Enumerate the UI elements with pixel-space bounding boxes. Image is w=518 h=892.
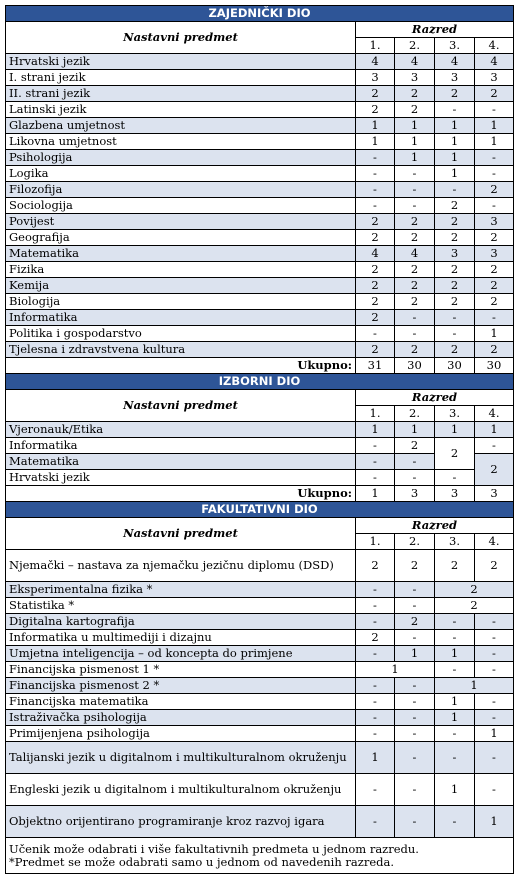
hours-grade-4: 2 [475, 86, 514, 102]
hours-grade-3: 1 [435, 422, 475, 438]
curriculum-table [5, 5, 514, 874]
totals-label: Ukupno: [6, 486, 356, 502]
grade-2-header: 2. [395, 534, 435, 550]
subject-name: Vjeronauk/Etika [6, 422, 356, 438]
hours-grade-3: - [435, 614, 475, 630]
grade-3-header: 3. [435, 406, 475, 422]
elective-header-top [6, 390, 514, 406]
hours-grade-3: 1 [435, 710, 475, 726]
hours-grade-1: 4 [356, 54, 395, 70]
hours-grade-2: - [395, 598, 435, 614]
hours-grade-4: - [475, 614, 514, 630]
hours-grade-1: 2 [356, 550, 395, 582]
table-row [6, 70, 514, 86]
grade-3-header: 3. [435, 38, 475, 54]
hours-grade-2: 3 [395, 70, 435, 86]
table-row [6, 86, 514, 102]
hours-grade-2: 2 [395, 438, 435, 454]
subject-name: Eksperimentalna fizika * [6, 582, 356, 598]
table-row [6, 614, 514, 630]
hours-grade-2: 1 [395, 422, 435, 438]
hours-grade-4: 1 [475, 726, 514, 742]
subject-name: Informatika [6, 310, 356, 326]
hours-grade-4: - [475, 438, 514, 454]
hours-grade-2: - [395, 310, 435, 326]
notes-cell [6, 838, 514, 874]
hours-grade-2: - [395, 694, 435, 710]
hours-grade-2: 2 [395, 294, 435, 310]
hours-grade-3: - [435, 470, 475, 486]
hours-grade-4: - [475, 630, 514, 646]
hours-grade-3: 2 [435, 550, 475, 582]
table-row [6, 342, 514, 358]
table-row [6, 678, 514, 694]
hours-grade-1: - [356, 166, 395, 182]
grade-4-header: 4. [475, 38, 514, 54]
footnote: Učenik može odabrati i više fakultativnih predmeta u jednom razredu. [9, 841, 419, 856]
hours-grade-4: 1 [475, 118, 514, 134]
hours-grade-1: 2 [356, 102, 395, 118]
subject-name: I. strani jezik [6, 70, 356, 86]
hours-grade-2: - [395, 710, 435, 726]
hours-grade-1-2-merged: 1 [356, 662, 435, 678]
hours-grade-4: - [475, 198, 514, 214]
totals-row [6, 358, 514, 374]
hours-grade-4: 3 [475, 214, 514, 230]
subject-name: Njemački – nastava za njemačku jezičnu diplomu (DSD) [6, 550, 356, 582]
total-grade-2: 30 [395, 358, 435, 374]
hours-grade-3: 2 [435, 294, 475, 310]
table-row [6, 630, 514, 646]
hours-grade-2: - [395, 726, 435, 742]
hours-grade-3: 1 [435, 166, 475, 182]
totals-row [6, 486, 514, 502]
hours-grade-1: - [356, 454, 395, 470]
subject-name: Hrvatski jezik [6, 470, 356, 486]
grade-4-header: 4. [475, 534, 514, 550]
total-grade-4: 3 [475, 486, 514, 502]
hours-grade-3: 1 [435, 646, 475, 662]
hours-grade-3: - [435, 662, 475, 678]
table-row [6, 710, 514, 726]
hours-grade-2: 2 [395, 550, 435, 582]
hours-grade-1: - [356, 694, 395, 710]
hours-grade-3: - [435, 310, 475, 326]
hours-grade-1: - [356, 678, 395, 694]
hours-grade-1: 3 [356, 70, 395, 86]
hours-grade-2: - [395, 806, 435, 838]
table-row [6, 198, 514, 214]
hours-grade-2: 2 [395, 278, 435, 294]
hours-grade-3: 2 [435, 214, 475, 230]
table-row [6, 166, 514, 182]
hours-grade-1: 1 [356, 134, 395, 150]
grade-2-header: 2. [395, 406, 435, 422]
hours-grade-2: 1 [395, 150, 435, 166]
hours-grade-2: 2 [395, 262, 435, 278]
hours-grade-4: - [475, 742, 514, 774]
table-row [6, 54, 514, 70]
hours-grade-4: - [475, 710, 514, 726]
subject-name: Biologija [6, 294, 356, 310]
table-row [6, 150, 514, 166]
subject-name: Matematika [6, 246, 356, 262]
section-title: IZBORNI DIO [6, 374, 514, 390]
table-row [6, 742, 514, 774]
subject-name: Povijest [6, 214, 356, 230]
hours-grade-4: - [475, 166, 514, 182]
hours-grade-4: - [475, 150, 514, 166]
hours-grade-4: 2 [475, 294, 514, 310]
hours-grade-4: - [475, 310, 514, 326]
hours-grade-4: - [475, 774, 514, 806]
table-row [6, 422, 514, 438]
hours-grade-2: - [395, 166, 435, 182]
subject-name: Financijska matematika [6, 694, 356, 710]
table-row [6, 134, 514, 150]
hours-grade-4: 1 [475, 134, 514, 150]
hours-grade-2: 2 [395, 214, 435, 230]
column-header-subject: Nastavni predmet [6, 390, 356, 422]
hours-grade-3: - [435, 326, 475, 342]
hours-grade-3: 2 [435, 262, 475, 278]
subject-name: Informatika [6, 438, 356, 454]
table-row [6, 230, 514, 246]
hours-grade-3: 1 [435, 118, 475, 134]
subject-name: Latinski jezik [6, 102, 356, 118]
hours-grade-2: - [395, 454, 435, 470]
table-row [6, 102, 514, 118]
table-row [6, 582, 514, 598]
grade-1-header: 1. [356, 38, 395, 54]
subject-name: Financijska pismenost 1 * [6, 662, 356, 678]
hours-grade-4: - [475, 662, 514, 678]
hours-grade-3: - [435, 182, 475, 198]
hours-grade-4: 3 [475, 246, 514, 262]
hours-grade-3: 2 [435, 342, 475, 358]
subject-name: Digitalna kartografija [6, 614, 356, 630]
footnote: *Predmet se može odabrati samo u jednom od navedenih razreda. [9, 854, 394, 869]
hours-grade-1: - [356, 646, 395, 662]
hours-grade-4: 1 [475, 422, 514, 438]
total-grade-1: 1 [356, 486, 395, 502]
elective-section-band [6, 374, 514, 390]
hours-grade-1: - [356, 710, 395, 726]
hours-grade-3: 2 [435, 198, 475, 214]
hours-grade-1: 4 [356, 246, 395, 262]
grade-1-header: 1. [356, 534, 395, 550]
subject-name: Kemija [6, 278, 356, 294]
hours-grade-2: - [395, 678, 435, 694]
grade-4-header: 4. [475, 406, 514, 422]
column-header-grade: Razred [356, 518, 514, 534]
grade-1-header: 1. [356, 406, 395, 422]
table-row [6, 214, 514, 230]
hours-grade-1: 2 [356, 278, 395, 294]
hours-grade-3-4-merged: 2 [435, 598, 514, 614]
hours-grade-1: - [356, 726, 395, 742]
hours-grade-2: - [395, 742, 435, 774]
hours-grade-3: 2 [435, 230, 475, 246]
table-row [6, 550, 514, 582]
totals-label: Ukupno: [6, 358, 356, 374]
hours-grade-2: - [395, 630, 435, 646]
subject-name: Istraživačka psihologija [6, 710, 356, 726]
curriculum-table-body [6, 6, 514, 874]
subject-name: Fizika [6, 262, 356, 278]
hours-grade-2: - [395, 582, 435, 598]
hours-grade-3: - [435, 806, 475, 838]
hours-grade-3: 2 [435, 86, 475, 102]
hours-grade-3: - [435, 742, 475, 774]
hours-grade-2: - [395, 774, 435, 806]
subject-name: Filozofija [6, 182, 356, 198]
hours-grade-2: 2 [395, 614, 435, 630]
hours-grade-2: 1 [395, 134, 435, 150]
table-row [6, 262, 514, 278]
hours-grade-1: - [356, 806, 395, 838]
hours-grade-1: - [356, 182, 395, 198]
hours-grade-4: 2 [475, 278, 514, 294]
hours-grade-1: 1 [356, 422, 395, 438]
hours-grade-2: - [395, 182, 435, 198]
hours-grade-3: 3 [435, 70, 475, 86]
hours-grade-1: - [356, 582, 395, 598]
hours-grade-3: 1 [435, 694, 475, 710]
subject-name: II. strani jezik [6, 86, 356, 102]
hours-grade-4: 2 [475, 182, 514, 198]
table-row [6, 646, 514, 662]
hours-grade-4: - [475, 694, 514, 710]
hours-grade-2: 2 [395, 102, 435, 118]
subject-name: Umjetna inteligencija – od koncepta do primjene [6, 646, 356, 662]
optional-section-band [6, 502, 514, 518]
subject-name: Psihologija [6, 150, 356, 166]
subject-name: Objektno orijentirano programiranje kroz razvoj igara [6, 806, 356, 838]
hours-grade-2: 2 [395, 230, 435, 246]
core-section-band [6, 6, 514, 22]
table-row [6, 806, 514, 838]
subject-name: Sociologija [6, 198, 356, 214]
total-grade-1: 31 [356, 358, 395, 374]
subject-name: Hrvatski jezik [6, 54, 356, 70]
subject-name: Financijska pismenost 2 * [6, 678, 356, 694]
subject-name: Informatika u multimediji i dizajnu [6, 630, 356, 646]
hours-grade-2: 4 [395, 54, 435, 70]
subject-name: Logika [6, 166, 356, 182]
hours-grade-4: 2 [475, 262, 514, 278]
grade-2-header: 2. [395, 38, 435, 54]
subject-name: Tjelesna i zdravstvena kultura [6, 342, 356, 358]
total-grade-2: 3 [395, 486, 435, 502]
table-row [6, 118, 514, 134]
hours-grade-1: - [356, 150, 395, 166]
hours-grade-3: - [435, 102, 475, 118]
hours-grade-1: - [356, 614, 395, 630]
table-row [6, 278, 514, 294]
column-header-subject: Nastavni predmet [6, 518, 356, 550]
optional-header-top [6, 518, 514, 534]
table-row [6, 246, 514, 262]
hours-grade-4-merged: 2 [475, 454, 514, 486]
subject-name: Statistika * [6, 598, 356, 614]
subject-name: Matematika [6, 454, 356, 470]
hours-grade-4: 2 [475, 550, 514, 582]
hours-grade-4: 1 [475, 806, 514, 838]
core-header-top [6, 22, 514, 38]
column-header-grade: Razred [356, 22, 514, 38]
subject-name: Glazbena umjetnost [6, 118, 356, 134]
table-row [6, 182, 514, 198]
grade-3-header: 3. [435, 534, 475, 550]
hours-grade-3: 1 [435, 774, 475, 806]
hours-grade-3-4-merged: 2 [435, 582, 514, 598]
hours-grade-4: 2 [475, 342, 514, 358]
table-row [6, 726, 514, 742]
total-grade-3: 3 [435, 486, 475, 502]
subject-name: Likovna umjetnost [6, 134, 356, 150]
notes-row [6, 838, 514, 874]
hours-grade-4: 2 [475, 230, 514, 246]
table-row [6, 470, 514, 486]
hours-grade-4: 3 [475, 70, 514, 86]
hours-grade-1: - [356, 326, 395, 342]
hours-grade-1: - [356, 774, 395, 806]
hours-grade-2: 2 [395, 86, 435, 102]
hours-grade-2: 2 [395, 342, 435, 358]
subject-name: Geografija [6, 230, 356, 246]
subject-name: Talijanski jezik u digitalnom i multikulturalnom okruženju [6, 742, 356, 774]
hours-grade-3: 1 [435, 134, 475, 150]
hours-grade-4: - [475, 646, 514, 662]
table-row [6, 662, 514, 678]
hours-grade-1: 1 [356, 742, 395, 774]
hours-grade-3-merged: 2 [435, 438, 475, 470]
table-row [6, 294, 514, 310]
hours-grade-4: - [475, 102, 514, 118]
hours-grade-2: 1 [395, 118, 435, 134]
hours-grade-2: - [395, 326, 435, 342]
table-row [6, 310, 514, 326]
subject-name: Primijenjena psihologija [6, 726, 356, 742]
table-row [6, 694, 514, 710]
hours-grade-3-4-merged: 1 [435, 678, 514, 694]
hours-grade-1: - [356, 598, 395, 614]
hours-grade-1: 2 [356, 262, 395, 278]
hours-grade-2: - [395, 470, 435, 486]
hours-grade-4: 4 [475, 54, 514, 70]
hours-grade-3: - [435, 726, 475, 742]
hours-grade-1: 2 [356, 294, 395, 310]
hours-grade-1: 2 [356, 310, 395, 326]
hours-grade-2: 4 [395, 246, 435, 262]
hours-grade-1: - [356, 470, 395, 486]
hours-grade-1: 2 [356, 214, 395, 230]
column-header-subject: Nastavni predmet [6, 22, 356, 54]
hours-grade-3: 2 [435, 278, 475, 294]
hours-grade-1: - [356, 198, 395, 214]
hours-grade-1: 2 [356, 86, 395, 102]
hours-grade-3: 3 [435, 246, 475, 262]
hours-grade-1: 2 [356, 342, 395, 358]
column-header-grade: Razred [356, 390, 514, 406]
hours-grade-1: 2 [356, 230, 395, 246]
subject-name: Engleski jezik u digitalnom i multikulturalnom okruženju [6, 774, 356, 806]
hours-grade-4: 1 [475, 326, 514, 342]
hours-grade-1: - [356, 438, 395, 454]
hours-grade-2: 1 [395, 646, 435, 662]
table-row [6, 774, 514, 806]
hours-grade-3: 1 [435, 150, 475, 166]
total-grade-4: 30 [475, 358, 514, 374]
hours-grade-2: - [395, 198, 435, 214]
subject-name: Politika i gospodarstvo [6, 326, 356, 342]
table-row [6, 326, 514, 342]
table-row [6, 438, 514, 454]
section-title: FAKULTATIVNI DIO [6, 502, 514, 518]
hours-grade-1: 1 [356, 118, 395, 134]
table-row [6, 598, 514, 614]
section-title: ZAJEDNIČKI DIO [6, 6, 514, 22]
hours-grade-3: - [435, 630, 475, 646]
hours-grade-3: 4 [435, 54, 475, 70]
total-grade-3: 30 [435, 358, 475, 374]
hours-grade-1: 2 [356, 630, 395, 646]
